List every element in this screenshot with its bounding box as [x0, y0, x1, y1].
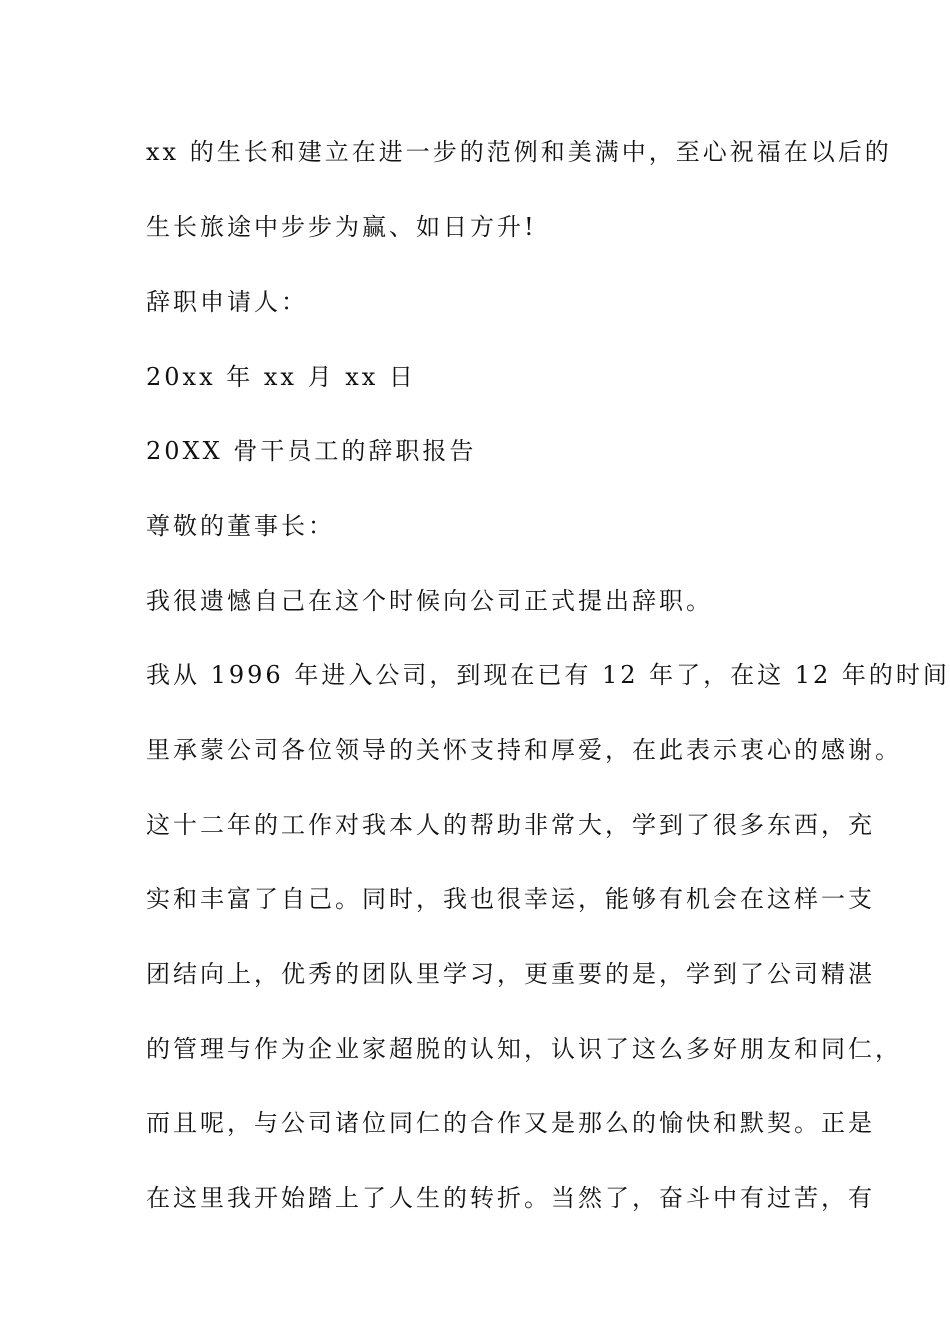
paragraph-line: xx 的生长和建立在进一步的范例和美满中，至心祝福在以后的	[146, 138, 892, 166]
paragraph-line: 团结向上，优秀的团队里学习，更重要的是，学到了公司精湛	[146, 960, 875, 988]
paragraph-line: 的管理与作为企业家超脱的认知，认识了这么多好朋友和同仁，	[146, 1035, 902, 1063]
paragraph-line: 而且呢，与公司诸位同仁的合作又是那么的愉快和默契。正是	[146, 1109, 875, 1137]
document-title: 20XX 骨干员工的辞职报告	[146, 437, 477, 465]
paragraph-line: 我从 1996 年进入公司，到现在已有 12 年了，在这 12 年的时间	[146, 661, 950, 689]
paragraph-line: 在这里我开始踏上了人生的转折。当然了，奋斗中有过苦，有	[146, 1184, 875, 1212]
salutation: 尊敬的董事长：	[146, 512, 335, 540]
paragraph-line: 里承蒙公司各位领导的关怀支持和厚爱，在此表示衷心的感谢。	[146, 736, 902, 764]
paragraph-line: 实和丰富了自己。同时，我也很幸运，能够有机会在这样一支	[146, 885, 875, 913]
paragraph-line: 我很遗憾自己在这个时候向公司正式提出辞职。	[146, 587, 713, 615]
paragraph-line: 生长旅途中步步为赢、如日方升!	[146, 213, 537, 241]
paragraph-line: 这十二年的工作对我本人的帮助非常大，学到了很多东西，充	[146, 811, 875, 839]
date-line: 20xx 年 xx 月 xx 日	[146, 363, 416, 391]
signature-label: 辞职申请人：	[146, 288, 308, 316]
